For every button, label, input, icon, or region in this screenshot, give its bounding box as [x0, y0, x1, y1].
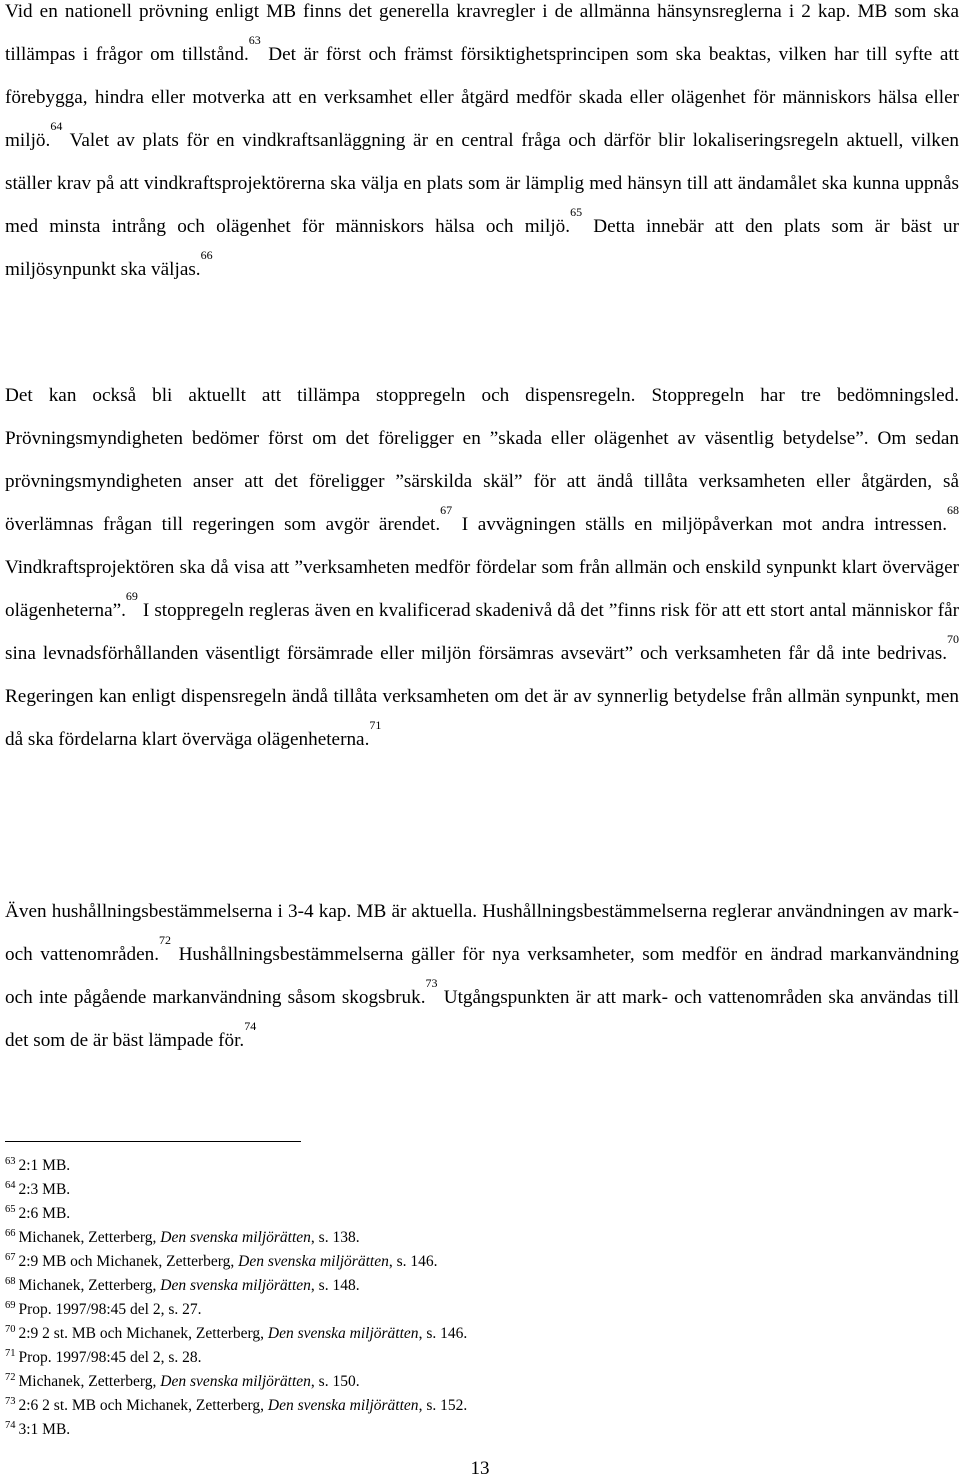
footnote — [5, 1250, 945, 1274]
footnote-number: 71 — [5, 1348, 16, 1359]
footnote-reference: 72 — [159, 932, 172, 947]
paragraph-stop-rule — [5, 374, 959, 761]
footnote — [5, 1346, 945, 1370]
paragraph-text: Regeringen kan enligt dispensregeln ändå tillåta verksamheten om det är av synnerlig betydelse från allmän synpunkt, men då ska fördelarna klart överväga olägenheterna. — [5, 686, 959, 750]
footnote — [5, 1178, 945, 1202]
paragraph-text: Utgångspunkten är att mark- och vattenområden ska användas till det som de är bäst lämpade för. — [5, 987, 960, 1051]
paragraph-management-provisions — [5, 890, 959, 1062]
footnote-text: Michanek, Zetterberg, — [18, 1373, 161, 1390]
footnote-reference: 66 — [200, 247, 213, 262]
footnote-text: Prop. 1997/98:45 del 2, s. 27. — [18, 1301, 202, 1318]
footnote-reference: 70 — [947, 631, 959, 646]
footnote-text: 2:9 MB och Michanek, Zetterberg, — [18, 1253, 239, 1270]
footnote-reference: 68 — [947, 502, 959, 517]
footnote-text: 3:1 MB. — [18, 1421, 71, 1438]
footnote-number: 70 — [5, 1324, 16, 1335]
footnote-title: Den svenska miljörätten — [160, 1229, 311, 1246]
footnote-title: Den svenska miljörätten — [238, 1253, 389, 1270]
footnote-title: Den svenska miljörätten — [267, 1325, 419, 1342]
footnote-text-end: , s. 138. — [310, 1229, 360, 1246]
footnote-reference: 74 — [244, 1018, 257, 1033]
paragraph-text: Hushållningsbestämmelserna gäller för nya verksamheter, som medför en ändrad markanvändning och inte pågående markanvändning såsom skogsbruk. — [5, 944, 959, 1008]
footnote — [5, 1298, 945, 1322]
footnote-title: Den svenska miljörätten — [160, 1277, 311, 1294]
footnote-number: 68 — [5, 1276, 16, 1287]
footnote — [5, 1154, 945, 1178]
footnote-text: Michanek, Zetterberg, — [18, 1277, 161, 1294]
footnote-text-end: , s. 146. — [418, 1325, 468, 1342]
footnote-number: 72 — [5, 1372, 16, 1383]
footnote-number: 65 — [5, 1204, 16, 1215]
footnote — [5, 1322, 945, 1346]
paragraph-national-assessment — [5, 0, 959, 291]
footnote-separator — [5, 1141, 301, 1142]
footnote-reference: 71 — [369, 717, 382, 732]
paragraph-text: Det kan också bli aktuellt att tillämpa stoppregeln och dispensregeln. Stoppregeln har tre bedömningsled. Prövningsmyndigheten bedömer först om det föreligger en ”skada eller olägenhet av väsentlig betydelse”. Om sedan prövningsmyndigheten anser att det föreligger ”särskilda skäl” för att ändå tillåta verksamheten eller åtgärden, så överlämnas frågan till regeringen som avgör ärendet. — [5, 385, 959, 535]
paragraph-text: Även hushållningsbestämmelserna i 3-4 kap. MB är aktuella. Hushållningsbestämmelserna reglerar användningen av mark- och vattenområden. — [5, 901, 959, 965]
footnote-text: 2:9 2 st. MB och Michanek, Zetterberg, — [18, 1325, 268, 1342]
footnote-reference: 64 — [50, 118, 63, 133]
footnote-number: 73 — [5, 1396, 16, 1407]
footnote-number: 69 — [5, 1300, 16, 1311]
paragraph-text: Detta innebär att den plats som är bäst ur miljösynpunkt ska väljas. — [5, 216, 959, 280]
footnote-text: Michanek, Zetterberg, — [18, 1229, 161, 1246]
footnote-reference: 67 — [440, 502, 453, 517]
footnote-title: Den svenska miljörätten — [160, 1373, 311, 1390]
paragraph-text: Valet av plats för en vindkraftsanläggning är en central fråga och därför blir lokaliseringsregeln aktuell, vilken ställer krav på att vindkraftsprojektörerna ska välja en plats som är lämplig med hänsyn till att ändamålet ska kunna uppnås med minsta intrång och olägenhet för människors hälsa och miljö. — [5, 130, 959, 237]
footnote — [5, 1226, 945, 1250]
page-number: 13 — [470, 1458, 490, 1479]
paragraph-text: Vid en nationell prövning enligt MB finns det generella kravregler i de allmänna hänsynsreglerna i 2 kap. MB som ska tillämpas i frågor om tillstånd. — [5, 1, 959, 65]
footnote-number: 64 — [5, 1180, 16, 1191]
footnote-number: 66 — [5, 1228, 16, 1239]
footnote-text-end: , s. 146. — [388, 1253, 438, 1270]
footnote-text: Prop. 1997/98:45 del 2, s. 28. — [18, 1349, 202, 1366]
footnote-title: Den svenska miljörätten — [267, 1397, 419, 1414]
paragraph-text: I avvägningen ställs en miljöpåverkan mot andra intressen. — [452, 514, 947, 535]
footnote-number: 63 — [5, 1156, 16, 1167]
footnote-text: 2:3 MB. — [18, 1181, 71, 1198]
footnote-reference: 63 — [248, 32, 261, 47]
footnote-text-end: , s. 150. — [310, 1373, 360, 1390]
footnote — [5, 1370, 945, 1394]
footnote — [5, 1202, 945, 1226]
footnote-list — [5, 1154, 945, 1442]
footnote — [5, 1418, 945, 1442]
footnote-reference: 69 — [125, 588, 138, 603]
footnote-reference: 73 — [425, 975, 438, 990]
footnote — [5, 1394, 945, 1418]
footnote-number: 74 — [5, 1420, 16, 1431]
footnote-text: 2:6 MB. — [18, 1205, 71, 1222]
footnote-text-end: , s. 148. — [310, 1277, 360, 1294]
paragraph-text: Det är först och främst försiktighetsprincipen som ska beaktas, vilken har till syfte att förebygga, hindra eller motverka att en verksamhet eller åtgärd medför skada eller olägenhet för människors hälsa eller miljö. — [5, 44, 959, 151]
paragraph-text: Vindkraftsprojektören ska då visa att ”verksamheten medför fördelar som från allmän och enskild synpunkt klart överväger olägenheterna”. — [5, 557, 959, 621]
footnote — [5, 1274, 945, 1298]
paragraph-text: I stoppregeln regleras även en kvalificerad skadenivå då det ”finns risk för att ett stort antal människor får sina levnadsförhållanden väsentligt försämrade eller miljön försämras avsevärt” och verksamheten får då inte bedrivas. — [5, 600, 959, 664]
footnote-reference: 65 — [570, 204, 583, 219]
footnote-number: 67 — [5, 1252, 16, 1263]
footnote-text: 2:1 MB. — [18, 1157, 71, 1174]
footnote-text-end: , s. 152. — [418, 1397, 468, 1414]
footnote-text: 2:6 2 st. MB och Michanek, Zetterberg, — [18, 1397, 268, 1414]
